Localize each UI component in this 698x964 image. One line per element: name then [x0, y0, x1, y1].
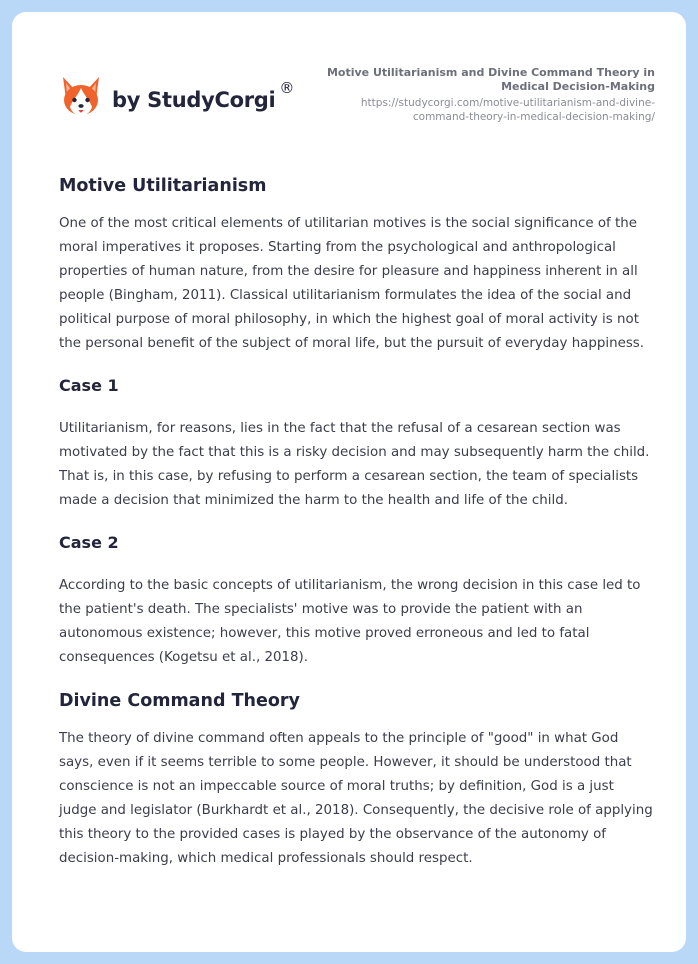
corgi-icon: [60, 75, 102, 121]
logo-text: by StudyCorgi: [112, 88, 276, 112]
registered-mark: ®: [279, 79, 295, 97]
section-heading-divine-command-theory: Divine Command Theory: [59, 691, 300, 711]
section-body-motive-utilitarianism: One of the most critical elements of utilitarian motives is the social significance of the moral imperatives it proposes. Starting from the psychological and anthropological properties of human nature, from the desire for pleasure and happiness inherent in all people (Bingham, 2011). Classical utilitarianism formulates the idea of the social and political purpose of moral philosophy, in which the highest goal of moral activity is not the personal benefit of the subject of moral life, but the pursuit of everyday happiness.: [59, 216, 645, 351]
document-url[interactable]: https://studycorgi.com/motive-utilitarianism-and-divine-command-theory-in-medical-decision-making/: [360, 97, 655, 123]
section-body-case-1: Utilitarianism, for reasons, lies in the fact that the refusal of a cesarean section was motivated by the fact that this is a risky decision and may subsequently harm the child. That is, in this case, by refusing to perform a cesarean section, the team of specialists made a decision that minimized the harm to the health and life of the child.: [59, 421, 650, 508]
section-heading-motive-utilitarianism: Motive Utilitarianism: [59, 176, 267, 196]
section-body-case-2: According to the basic concepts of utilitarianism, the wrong decision in this case led to the patient's death. The specialists' motive was to provide the patient with an autonomous existence; however, this motive proved erroneous and led to fatal consequences (Kogetsu et al., 2018).: [59, 578, 641, 665]
page-header: [12, 12, 686, 162]
section-heading-case-1: Case 1: [59, 376, 119, 395]
document-meta: [325, 66, 655, 124]
document-title: Motive Utilitarianism and Divine Command Theory in Medical Decision-Making: [326, 66, 655, 93]
document-card: [12, 12, 686, 952]
studycorgi-logo[interactable]: [60, 75, 294, 121]
section-body-divine-command-theory: The theory of divine command often appeals to the principle of "good" in what God says, even if it seems terrible to some people. However, it should be understood that conscience is not an impeccable source of moral truths; by definition, God is a just judge and legislator (Burkhardt et al., 2018). Consequently, the decisive role of applying this theory to the provided cases is played by the observance of the autonomy of decision-making, which medical professionals should respect.: [59, 731, 653, 866]
section-heading-case-2: Case 2: [59, 533, 119, 552]
article-content: [59, 174, 654, 871]
